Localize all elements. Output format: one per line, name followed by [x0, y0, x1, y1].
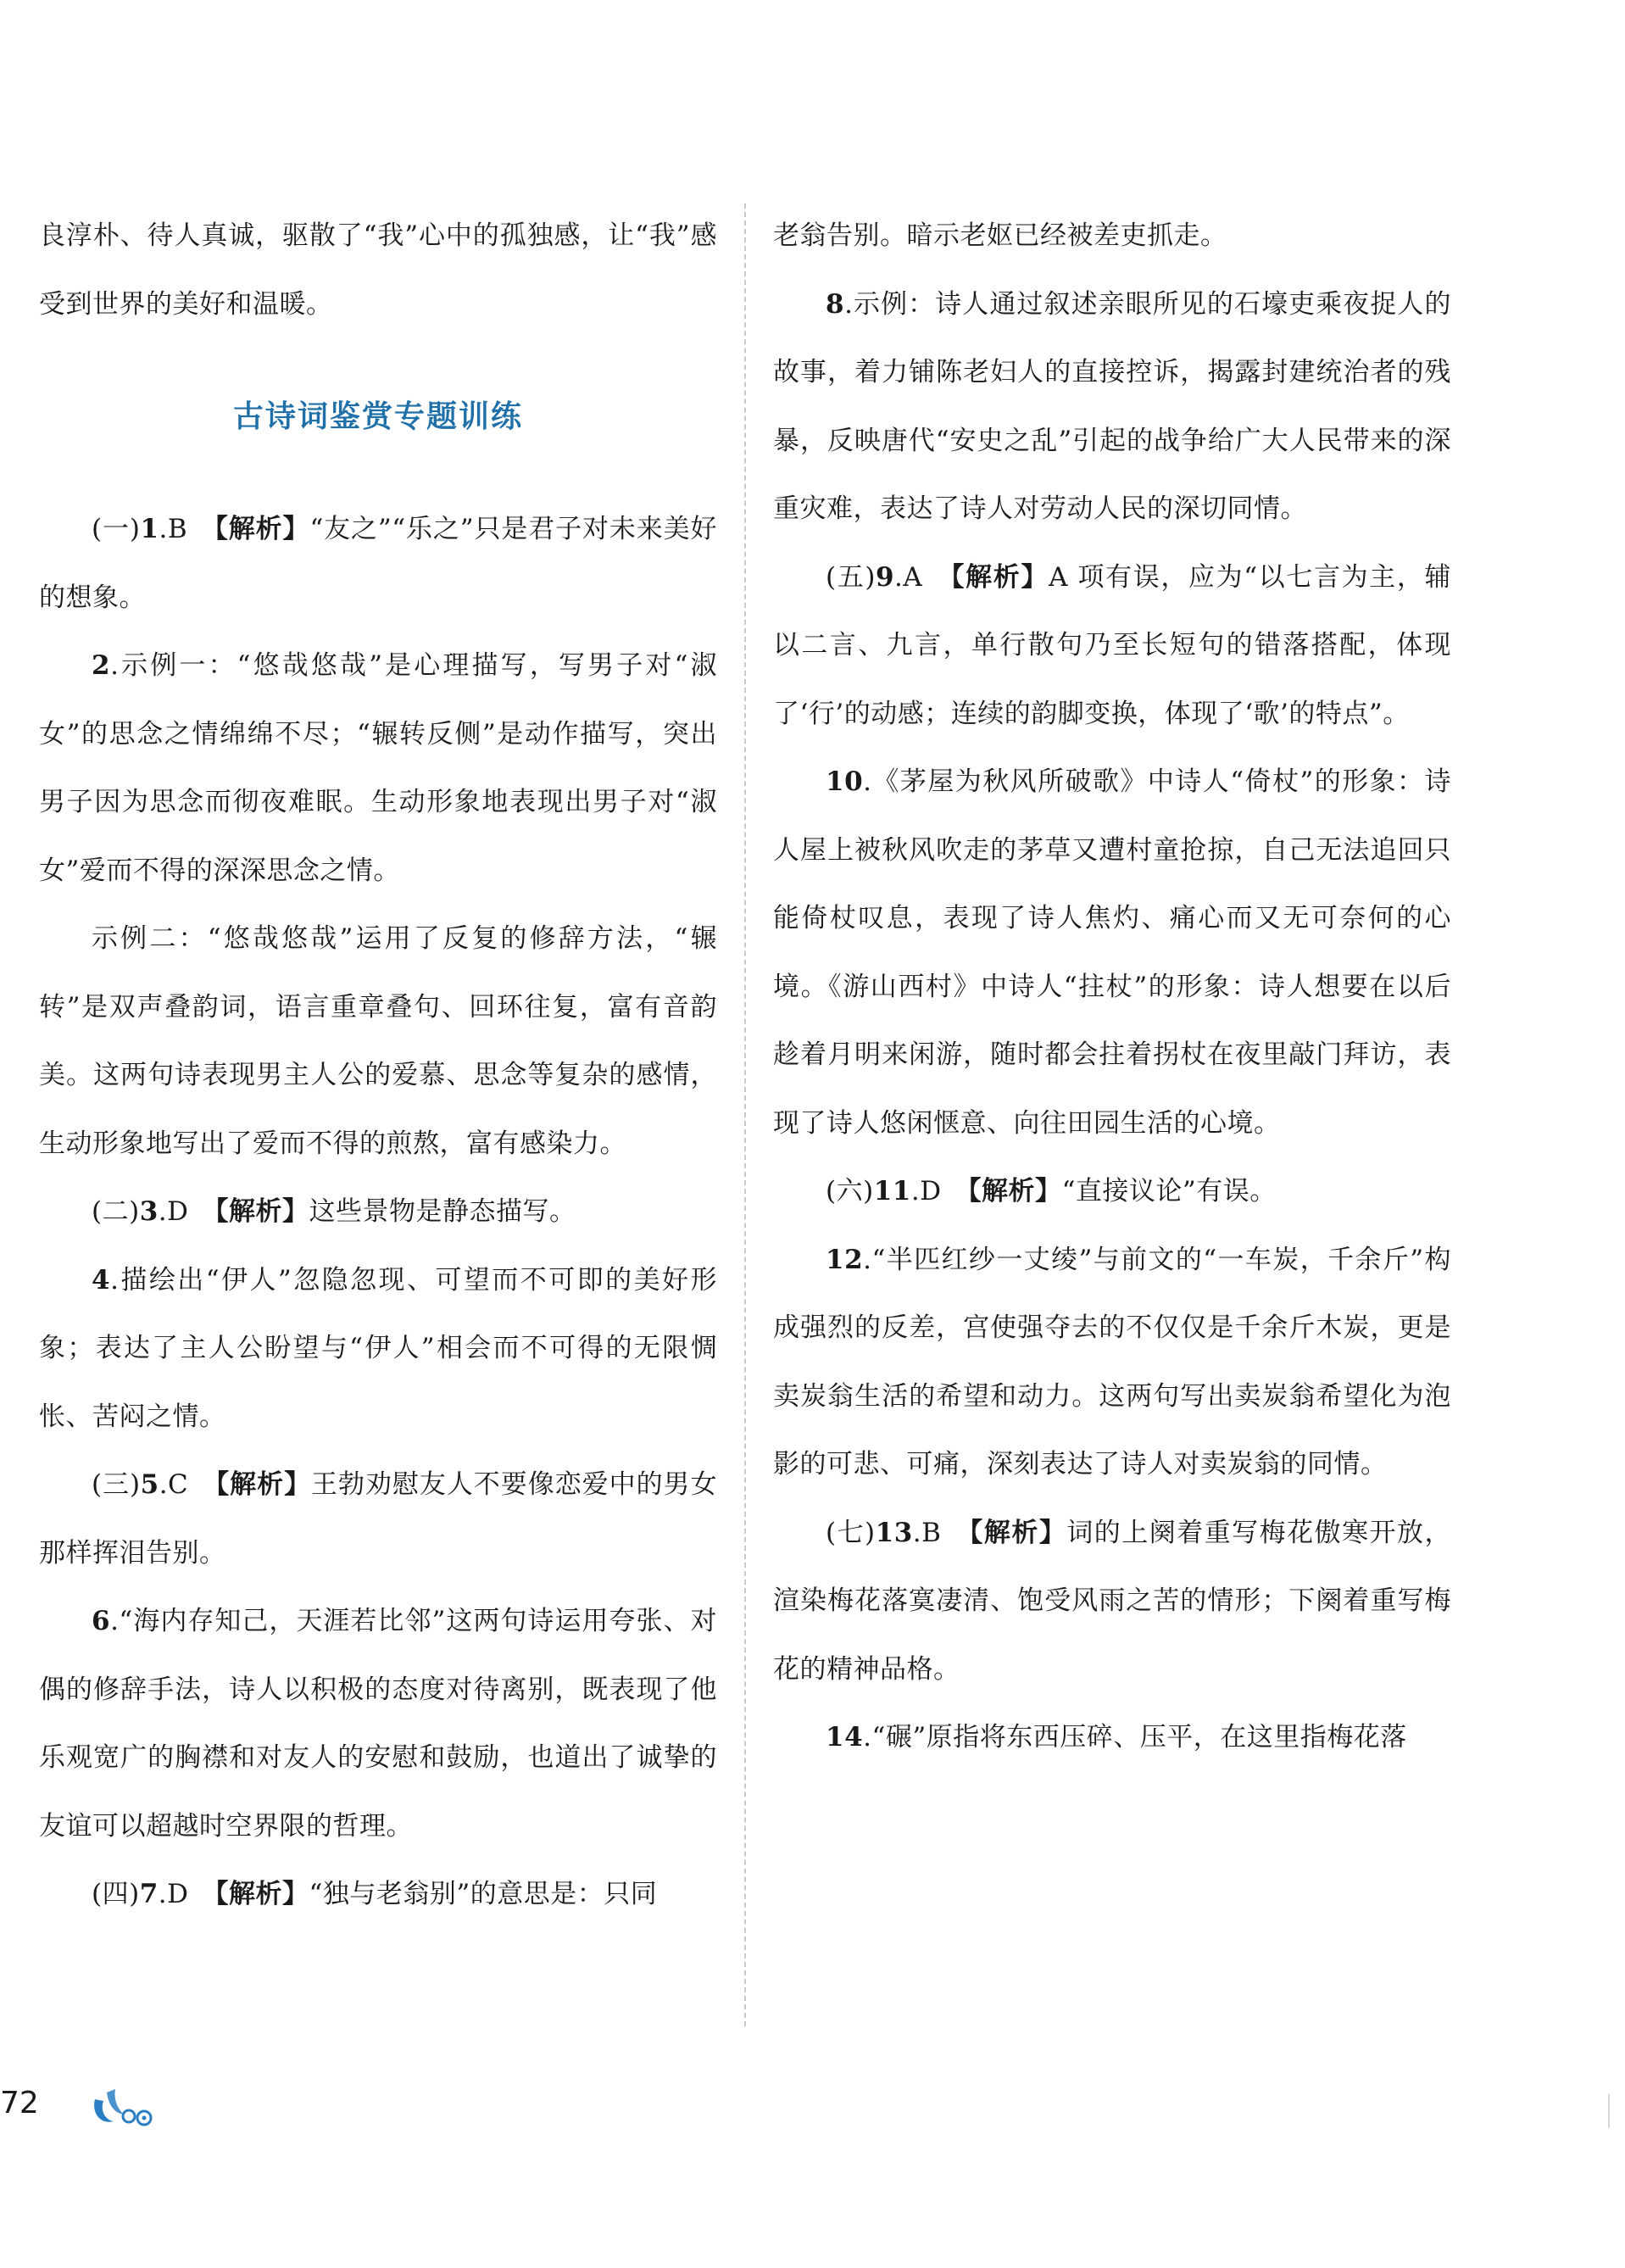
question-number: 5 [140, 1469, 159, 1500]
answer-paragraph [773, 1703, 1451, 1772]
question-number: 7 [139, 1879, 159, 1909]
answer-paragraph [39, 1860, 717, 1929]
answer-text: .示例：诗人通过叙述亲眼所见的石壕吏乘夜捉人的故事，着力铺陈老妇人的直接控诉，揭露封建统治者的残暴，反映唐代“安史之乱”引起的战争给广大人民带来的深重灾难，表达了诗人对劳动人民的深切同情。 [773, 288, 1451, 524]
answer-text: (二) [92, 1196, 140, 1227]
question-number: 11 [873, 1176, 911, 1206]
page-number: 72 [0, 2086, 39, 2120]
answer-paragraph [773, 270, 1451, 543]
question-number: 9 [875, 561, 895, 593]
question-number: 8 [826, 288, 845, 320]
answer-text: (五) [826, 561, 876, 593]
analysis-tag: 【解析】 [969, 1517, 1067, 1548]
answer-paragraph [39, 495, 717, 632]
answer-paragraph [39, 1587, 717, 1860]
answer-paragraph [39, 1246, 717, 1452]
answer-text: 老翁告别。暗示老妪已经被差吏抓走。 [773, 220, 1227, 251]
question-number: 4 [92, 1264, 111, 1296]
question-number: 12 [826, 1244, 864, 1275]
answer-text: .《茅屋为秋风所破歌》中诗人“倚杖”的形象：诗人屋上被秋风吹走的茅草又遭村童抢掠，自己无法追回只能倚杖叹息，表现了诗人焦灼、痛心而又无可奈何的心境。《游山西村》中诗人“拄杖”的形象：诗人想要在以后趁着月明来闲游，随时都会拄着拐杖在夜里敲门拜访，表现了诗人悠闲惬意、向往田园生活的心境。 [773, 766, 1451, 1139]
question-number: 10 [826, 766, 864, 797]
answer-text: .D [910, 1176, 969, 1206]
answer-text: “独与老翁别”的意思是：只同 [309, 1879, 658, 1909]
question-number: 6 [92, 1606, 111, 1636]
answer-paragraph [39, 1178, 717, 1246]
answer-paragraph [773, 1157, 1451, 1226]
analysis-tag: 【解析】 [215, 1469, 312, 1500]
answer-text: .B [912, 1517, 970, 1548]
question-number: 13 [875, 1517, 913, 1548]
corner-mark [1608, 2094, 1610, 2128]
answer-text: (六) [826, 1176, 874, 1206]
section-title: 古诗词鉴赏专题训练 [232, 398, 523, 434]
answer-text: (三) [92, 1469, 141, 1500]
answer-paragraph [39, 1451, 717, 1587]
answer-text: .B [159, 514, 215, 544]
answer-text: .A [894, 561, 952, 593]
answer-text: .“半匹红纱一丈绫”与前文的“一车炭，千余斤”构成强烈的反差，宫使强夺去的不仅仅是千余斤木炭，更是卖炭翁生活的希望和动力。这两句写出卖炭翁希望化为泡影的可悲、可痛，深刻表达了诗人对卖炭翁的同情。 [773, 1244, 1451, 1479]
answer-paragraph [39, 905, 717, 1178]
left-column [39, 202, 717, 1929]
question-number: 3 [139, 1196, 159, 1227]
answer-text: .D [158, 1196, 215, 1227]
analysis-tag: 【解析】 [214, 514, 310, 544]
decorative-swirl-logo-icon [88, 2082, 164, 2130]
analysis-tag: 【解析】 [968, 1176, 1062, 1206]
analysis-tag: 【解析】 [951, 561, 1049, 593]
answer-text: 词的上阕着重写梅花傲寒开放，渲染梅花落寞凄清、饱受风雨之苦的情形；下阕着重写梅花的精神品格。 [773, 1517, 1452, 1685]
answer-text: 王勃劝慰友人不要像恋爱中的男女那样挥泪告别。 [39, 1469, 717, 1569]
answer-paragraph [39, 202, 717, 338]
answer-text: 示例二：“悠哉悠哉”运用了反复的修辞方法，“辗转”是双声叠韵词，语言重章叠句、回环往复，富有音韵美。这两句诗表现男主人公的爱慕、思念等复杂的感情，生动形象地写出了爱而不得的煎熬，富有感染力。 [39, 923, 717, 1159]
answer-text: .描绘出“伊人”忽隐忽现、可望而不可即的美好形象；表达了主人公盼望与“伊人”相会而不可得的无限惆怅、苦闷之情。 [39, 1264, 717, 1432]
answer-text: “直接议论”有误。 [1061, 1176, 1277, 1206]
answer-paragraph [773, 202, 1451, 270]
answer-text: (七) [826, 1517, 876, 1548]
analysis-tag: 【解析】 [215, 1879, 309, 1909]
answer-text: 良淳朴、待人真诚，驱散了“我”心中的孤独感，让“我”感受到世界的美好和温暖。 [39, 220, 717, 320]
answer-text: A 项有误，应为“以七言为主，辅以二言、九言，单行散句乃至长短句的错落搭配，体现了‘行’的动感；连续的韵脚变换，体现了‘歌’的特点”。 [773, 561, 1451, 729]
answer-paragraph [39, 632, 717, 905]
analysis-tag: 【解析】 [215, 1196, 309, 1227]
answer-text: .“碾”原指将东西压碎、压平，在这里指梅花落 [863, 1722, 1407, 1753]
question-number: 1 [140, 514, 159, 544]
answer-paragraph [773, 1499, 1451, 1704]
answer-text: .C [159, 1469, 216, 1500]
column-divider [744, 203, 746, 2026]
answer-text: (四) [92, 1879, 140, 1909]
answer-paragraph [773, 1226, 1451, 1499]
answer-text: 这些景物是静态描写。 [309, 1196, 576, 1227]
answer-text: “友之”“乐之”只是君子对未来美好的想象。 [39, 514, 717, 613]
right-column [773, 202, 1451, 1772]
answer-text: .D [158, 1879, 215, 1909]
question-number: 2 [92, 650, 111, 681]
answer-text: (一) [92, 514, 141, 544]
question-number: 14 [826, 1722, 864, 1753]
answer-text: .“海内存知己，天涯若比邻”这两句诗运用夸张、对偶的修辞手法，诗人以积极的态度对待离别，既表现了他乐观宽广的胸襟和对友人的安慰和鼓励，也道出了诚挚的友谊可以超越时空界限的哲理。 [39, 1606, 717, 1842]
answer-paragraph [773, 543, 1451, 749]
answer-text: .示例一：“悠哉悠哉”是心理描写，写男子对“淑女”的思念之情绵绵不尽；“辗转反侧”是动作描写，突出男子因为思念而彻夜难眠。生动形象地表现出男子对“淑女”爱而不得的深深思念之情。 [39, 650, 717, 886]
answer-paragraph [773, 748, 1451, 1157]
